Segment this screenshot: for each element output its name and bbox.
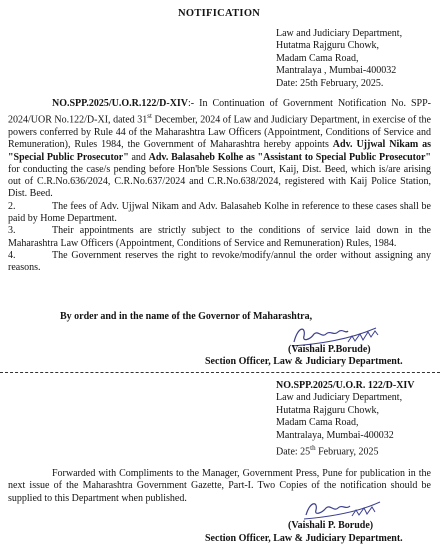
- copy-address-block: [276, 380, 415, 459]
- copy-date: Date: 25th February, 2025: [276, 444, 379, 458]
- address-line: Hutatma Rajguru Chowk,: [276, 404, 380, 416]
- address-line: Date: 25th February, 2025.: [276, 77, 384, 89]
- address-line: Madam Cama Road,: [276, 417, 359, 429]
- signatory-designation-2: Section Officer, Law & Judiciary Department.: [205, 533, 403, 544]
- signatory-name-2: (Vaishali P. Borude): [288, 520, 374, 531]
- reference-number: NO.SPP.2025/U.O.R.122/D-XIV: [52, 98, 189, 109]
- paragraph-4: 4. The Government reserves the right to revoke/modify/annul the order without assigning any reasons.: [8, 249, 431, 274]
- address-line: Madam Cama Road,: [276, 52, 359, 64]
- address-line: Mantralaya , Mumbai-400032: [276, 65, 397, 77]
- signatory-designation-1: Section Officer, Law & Judiciary Department.: [205, 356, 403, 367]
- address-line: Law and Judiciary Department,: [276, 28, 403, 39]
- appointee-2: Adv. Balasaheb Kolhe as "Assistant to Special Public Prosecutor": [148, 151, 431, 163]
- order-line: By order and in the name of the Governor of Maharashtra,: [60, 311, 313, 322]
- paragraph-3: 3. Their appointments are strictly subject to the conditions of service laid down in the Maharashtra Law Officers (Appointment, Conditions of Service and Remuneration) Rules, 1984.: [8, 225, 431, 249]
- separator-line: [0, 372, 440, 373]
- address-line: Mantralaya, Mumbai-400032: [276, 429, 394, 441]
- paragraph-1: NO.SPP.2025/U.O.R.122/D-XIV:- In Continuation of Government Notification No. SPP-2024/UOR No.122/D-XI, dated 31st December, 2024 of Law and Judiciary Department, in exercise of the powers conferred by Rule 44 of the Maharashtra Law Officers (Appointment, Conditions of Service and Remuneration), Rules 1984, the Government of Maharashtra hereby appoints Adv. Ujjwal Nikam as "Special Public Prosecutor" and Adv. Balasaheb Kolhe as "Assistant to Special Public Prosecutor" for conducting the case/s pending before Hon'ble Sessions Court, Kaij, Dist. Beed, which is/are arising out of C.R.No.636/2024, C.R.No.637/2024 and C.R.No.638/2024, registered with Kaij Police Station, Dist. Beed.: [8, 98, 431, 200]
- address-line: Law and Judiciary Department,: [276, 392, 403, 404]
- signatory-name-1: (Vaishali P.Borude): [288, 344, 371, 355]
- address-line: Hutatma Rajguru Chowk,: [276, 40, 380, 52]
- copy-reference-number: NO.SPP.2025/U.O.R. 122/D-XIV: [276, 380, 415, 391]
- paragraph-2: 2. The fees of Adv. Ujjwal Nikam and Adv. Balasaheb Kolhe in reference to these cases shall be paid by Home Department.: [8, 200, 431, 224]
- address-block-top: [276, 28, 402, 90]
- forwarding-note: Forwarded with Compliments to the Manager, Government Press, Pune for publication in the next issue of the Maharashtra Government Gazette, Part-I. Two Copies of the notification should be supplied to this Department when published.: [8, 468, 431, 504]
- notification-body: [8, 98, 431, 274]
- document-title: NOTIFICATION: [178, 8, 261, 19]
- appointee-1: Adv. Ujjwal Nikam as "Special Public Prosecutor": [8, 139, 431, 163]
